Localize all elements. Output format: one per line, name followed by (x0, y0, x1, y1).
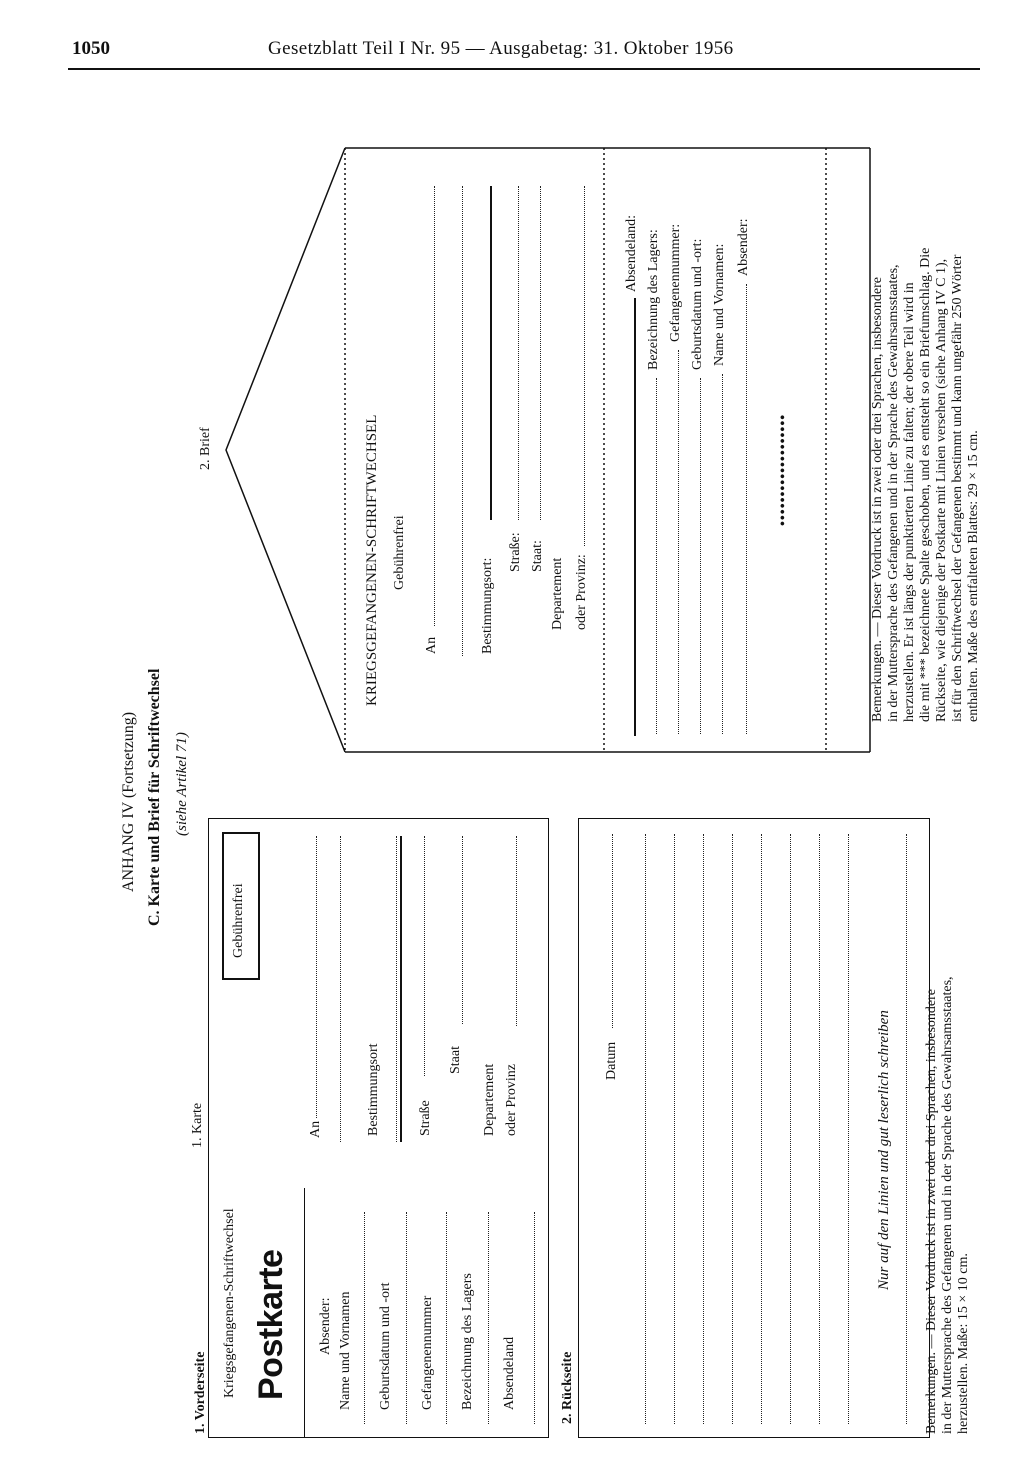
stamp-text: Gebührenfrei (231, 883, 246, 958)
letter-prisoner-line[interactable] (678, 350, 679, 734)
card-heading: Kriegsgefangenen-Schriftwechsel (222, 1208, 237, 1398)
letter-state-line[interactable] (540, 186, 541, 520)
annex-reference: (siehe Artikel 71) (174, 732, 190, 836)
letter-street-line[interactable] (518, 186, 519, 520)
front-birth-label: Geburtsdatum und -ort (378, 1282, 393, 1410)
letter-free: Gebührenfrei (392, 515, 407, 590)
letter-country-line[interactable] (634, 298, 636, 736)
letter-name-label: Name und Vornamen: (712, 243, 727, 366)
letter-country-label: Absendeland: (624, 215, 639, 292)
front-destination-label: Bestimmungsort (366, 1043, 381, 1136)
letter-birth-label: Geburtsdatum und -ort: (690, 238, 705, 370)
letter-remarks-line: in der Muttersprache des Gefangenen und in der Sprache des Gewahrsamsstaates, (886, 264, 901, 722)
front-state-label: Staat (448, 1046, 463, 1074)
annex-subtitle: C. Karte und Brief für Schriftwechsel (146, 668, 163, 926)
postkarte-title: Postkarte (252, 1249, 290, 1400)
card-remarks-line: Bemerkungen. — Dieser Vordruck ist in zwei oder drei Sprachen, insbesondere (924, 988, 939, 1434)
front-departement-label: Departement (482, 1063, 497, 1136)
card-remarks-line: herzustellen. Maße: 15 × 10 cm. (956, 1253, 971, 1434)
letter-name-line[interactable] (722, 374, 723, 734)
front-camp-label: Bezeichnung des Lagers (460, 1273, 475, 1410)
letter-remarks-line: ist für den Schriftwechsel der Gefangenen bestimmt und kann ungefähr 250 Wörter (950, 254, 965, 722)
back-label: 2. Rückseite (560, 1351, 575, 1424)
letter-remarks-line: Rückseite, wie diejenige der Postkarte mit Linien versehen (siehe Anhang IV C 1), (934, 258, 949, 722)
letter-camp-line[interactable] (656, 378, 657, 734)
letter-label: 2. Brief (198, 427, 213, 470)
letter-remarks-line: die mit *** bezeichnete Spalte geschoben, und es entsteht so ein Briefumschlag. Die (918, 247, 933, 722)
letter-sender-label: Absender: (736, 218, 751, 276)
front-an-label: An (308, 1120, 323, 1138)
letter-heading: KRIEGSGEFANGENEN-SCHRIFTWECHSEL (364, 414, 380, 706)
letter-prisoner-label: Gefangenennummer: (668, 223, 683, 342)
card-label: 1. Karte (190, 1102, 205, 1148)
letter-slot-marker: ••••••••••••••••••• (776, 413, 791, 526)
letter-flap-lines (226, 148, 345, 752)
letter-destination-line[interactable] (490, 186, 492, 520)
letter-departement-label: Departement (550, 557, 565, 630)
letter-camp-label: Bezeichnung des Lagers: (646, 229, 661, 370)
front-provinz-label: oder Provinz (504, 1064, 519, 1136)
letter-remarks-line: Bemerkungen. — Dieser Vordruck ist in zwei oder drei Sprachen, insbesondere (870, 276, 885, 722)
front-country-label: Absendeland (502, 1336, 517, 1410)
letter-state-label: Staat: (530, 540, 545, 572)
letter-destination-label: Bestimmungsort: (480, 557, 495, 654)
letter-an-label: An (424, 636, 439, 654)
front-label: 1. Vorderseite (193, 1351, 208, 1434)
page-number: 1050 (72, 38, 110, 59)
letter-provinz-label: oder Provinz: (574, 554, 589, 630)
front-street-label: Straße (418, 1100, 433, 1136)
back-instruction: Nur auf den Linien und gut leserlich schreiben (876, 1010, 892, 1290)
gazette-title: Gesetzblatt Teil I Nr. 95 — Ausgabetag: 31. Oktober 1956 (268, 38, 734, 59)
annex-title: ANHANG IV (Fortsetzung) (120, 711, 137, 892)
letter-street-label: Straße: (508, 532, 523, 572)
front-name-label: Name und Vornamen (338, 1291, 353, 1410)
front-sender-label: Absender: (318, 1297, 333, 1355)
letter-an-line[interactable] (434, 186, 435, 626)
letter-birth-line[interactable] (700, 378, 701, 734)
letter-remarks-line: herzustellen. Er ist längs der punktierten Linie zu falten; der obere Teil wird in (902, 282, 917, 722)
front-prisoner-label: Gefangenennummer (420, 1295, 435, 1410)
letter-sender-line[interactable] (746, 284, 747, 734)
letter-remarks-line: enthalten. Maße des entfalteten Blattes: 29 × 15 cm. (966, 430, 981, 722)
card-remarks-line: in der Muttersprache des Gefangenen und in der Sprache des Gewahrsamsstaates, (940, 976, 955, 1434)
letter-an-line[interactable] (462, 186, 463, 656)
back-datum: Datum (604, 1041, 619, 1080)
letter-provinz-line[interactable] (584, 186, 585, 546)
